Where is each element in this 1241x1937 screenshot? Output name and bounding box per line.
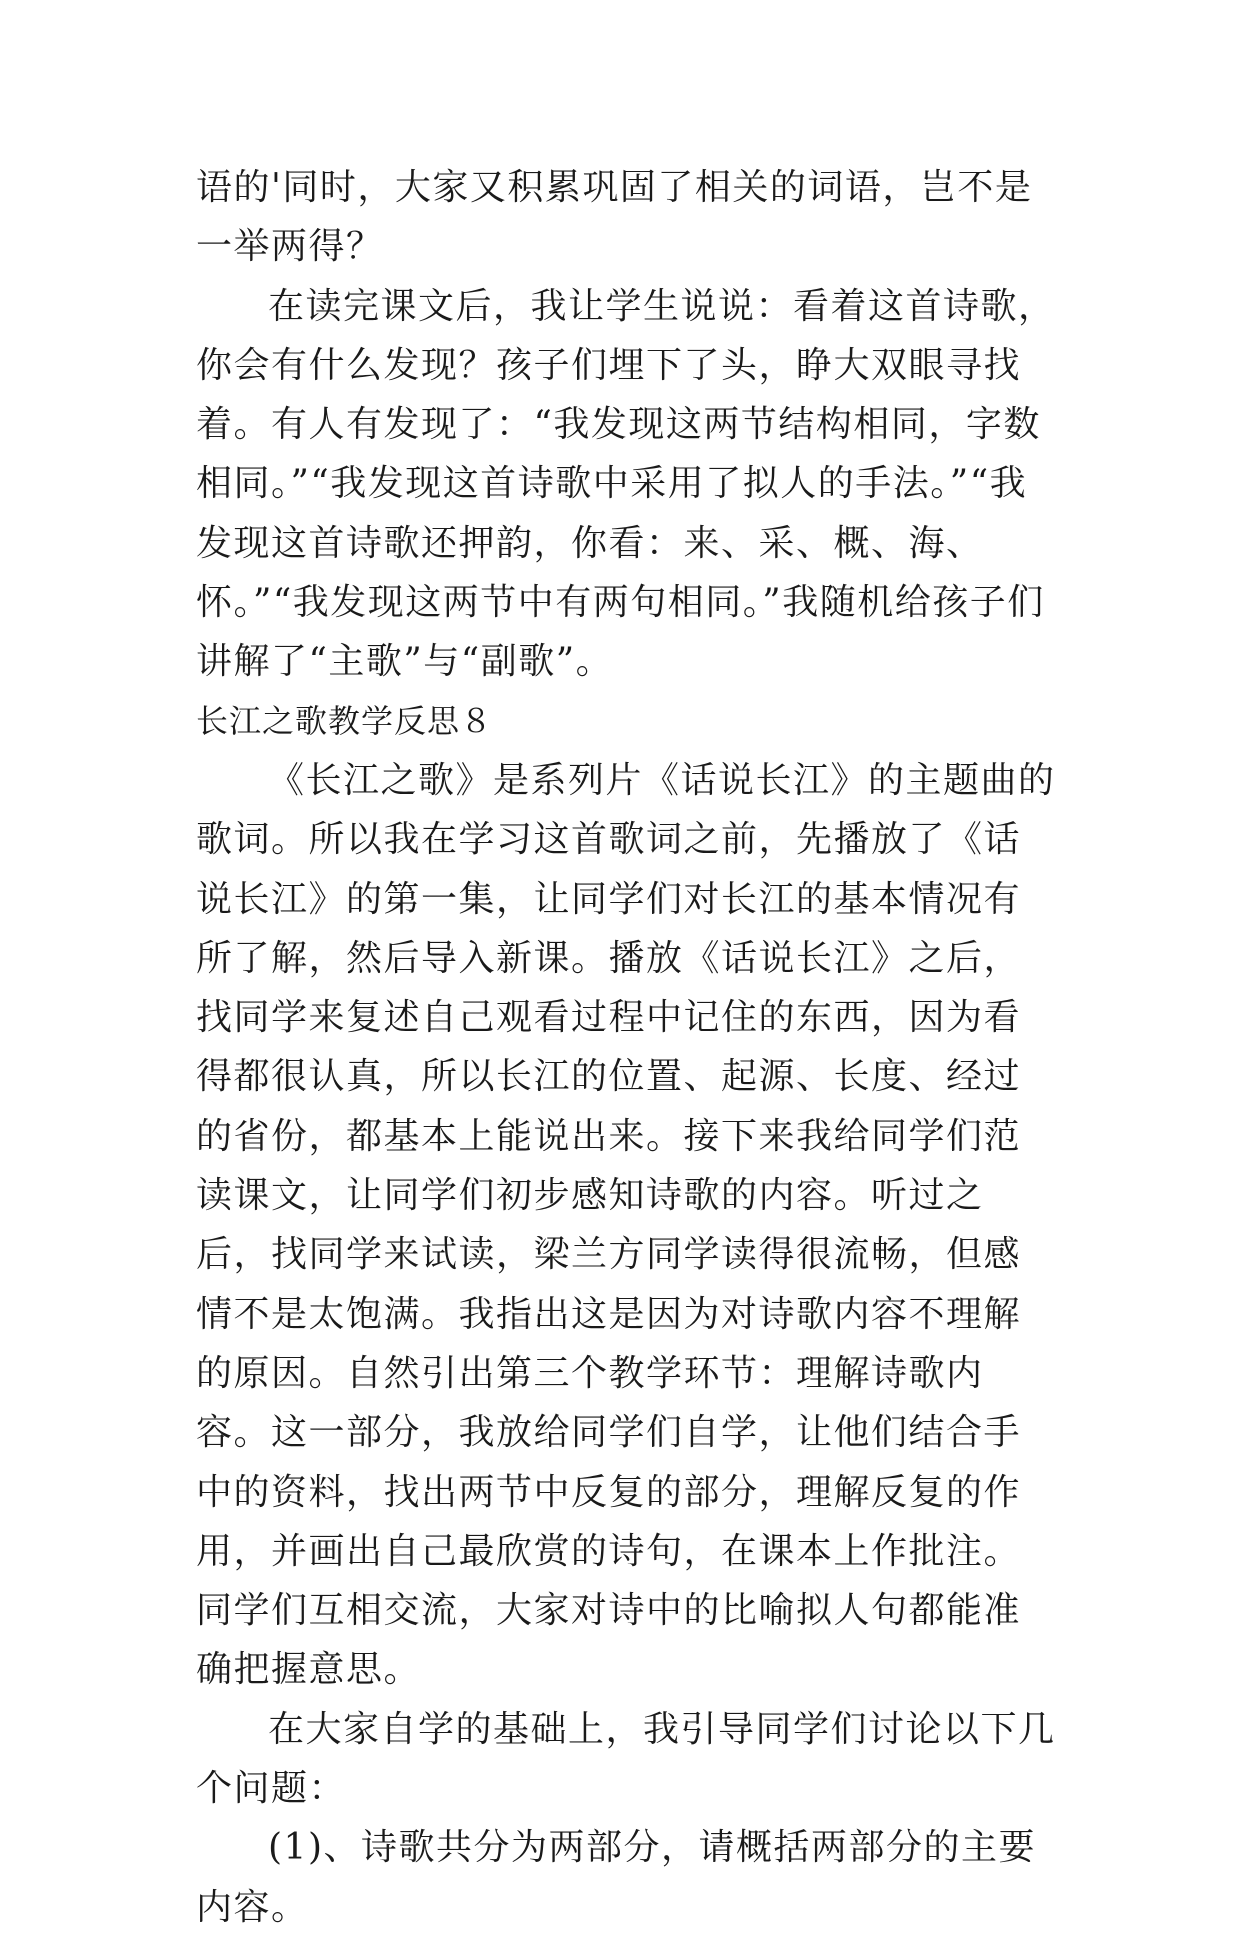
document-body — [196, 158, 1056, 1937]
paragraph-discovery: 在读完课文后，我让学生说说：看着这首诗歌，你会有什么发现？孩子们埋下了头，睁大双眼寻找着。有人有发现了：“我发现这两节结构相同，字数相同。”“我发现这首诗歌中采用了拟人的手法。”“我发现这首诗歌还押韵，你看：来、采、概、海、怀。”“我发现这两节中有两句相同。”我随机给孩子们讲解了“主歌”与“副歌”。 — [196, 285, 1056, 683]
section-heading: 长江之歌教学反思８ — [196, 701, 494, 740]
paragraph-discussion-intro: 在大家自学的基础上，我引导同学们讨论以下几个问题： — [196, 1708, 1056, 1810]
paragraph-continuation: 语的'同时，大家又积累巩固了相关的词语，岂不是一举两得？ — [196, 167, 1033, 268]
paragraph-question-1: (1)、诗歌共分为两部分，请概括两部分的主要内容。 — [196, 1827, 1036, 1928]
paragraph-reflection: 《长江之歌》是系列片《话说长江》的主题曲的歌词。所以我在学习这首歌词之前，先播放了《话说长江》的第一集，让同学们对长江的基本情况有所了解，然后导入新课。播放《话说长江》之后，找同学来复述自己观看过程中记住的东西，因为看得都很认真，所以长江的位置、起源、长度、经过的省份，都基本上能说出来。接下来我给同学们范读课文，让同学们初步感知诗歌的内容。听过之后，找同学来试读，梁兰方同学读得很流畅，但感情不是太饱满。我指出这是因为对诗歌内容不理解的原因。自然引出第三个教学环节：理解诗歌内容。这一部分，我放给同学们自学，让他们结合手中的资料，找出两节中反复的部分，理解反复的作用，并画出自己最欣赏的诗句，在课本上作批注。同学们互相交流，大家对诗中的比喻拟人句都能准确把握意思。 — [196, 759, 1056, 1691]
